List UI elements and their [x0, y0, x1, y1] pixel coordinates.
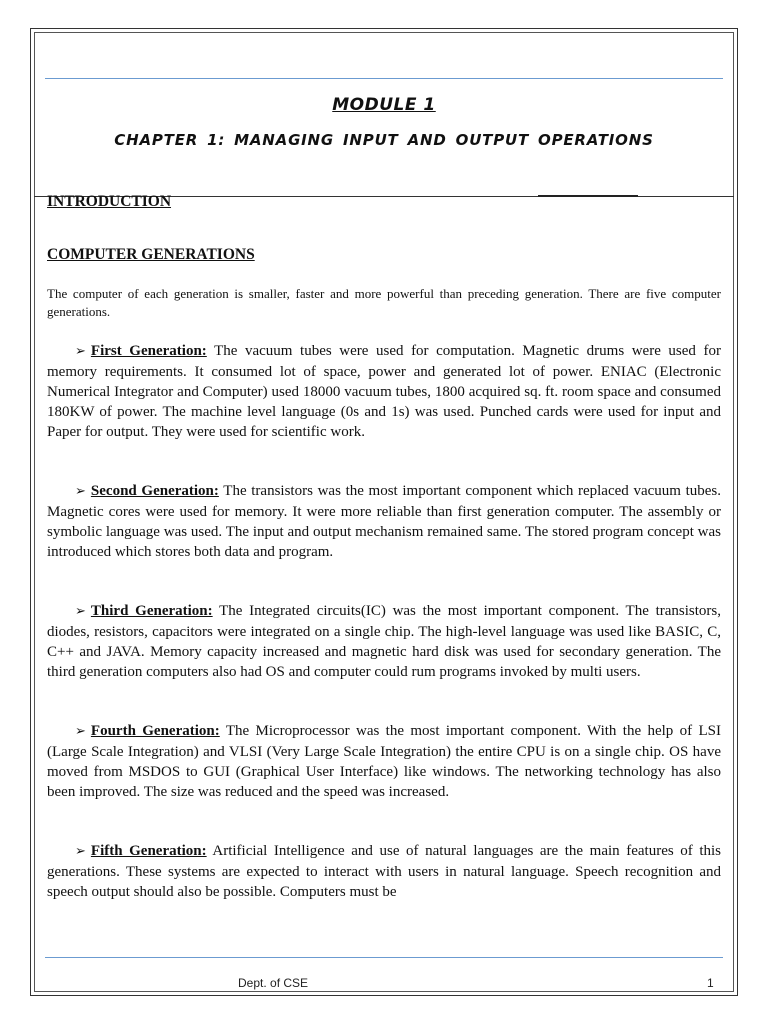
generation-label: Second Generation: — [90, 483, 219, 499]
generation-label: Third Generation: — [90, 603, 213, 619]
generation-label: Fourth Generation: — [90, 723, 220, 739]
bullet-arrow-icon: ➢ — [75, 484, 86, 499]
section-divider-accent — [538, 195, 638, 197]
module-title: MODULE 1 — [332, 95, 436, 115]
generation-paragraph — [47, 721, 721, 802]
chapter-title: CHAPTER 1: MANAGING INPUT AND OUTPUT OPERATIONS — [114, 131, 654, 149]
generation-item — [47, 601, 721, 682]
generation-text: The vacuum tubes were used for computation. Magnetic drums were used for memory requirements. It consumed lot of space, power and generated lot of power. ENIAC (Electronic Numerical Integrator and Computer) used 18000 vacuum tubes, 1800 acquired sq. ft. room space and consumed 180KW of power. The machine level language (0s and 1s) was used. Punched cards were used for input and Paper for output. They were used for scientific work. — [47, 343, 721, 440]
generation-paragraph — [47, 841, 721, 902]
footer-department: Dept. of CSE — [238, 976, 309, 990]
bullet-arrow-icon: ➢ — [75, 844, 86, 859]
header-rule — [45, 78, 723, 79]
generation-text: The Integrated circuits(IC) was the most important component. The transistors, diodes, resistors, capacitors were integrated on a single chip. The high-level language was used like BASIC, C, C++ and JAVA. Memory capacity increased and magnetic hard disk was used for secondary generation. The third generation computers also had OS and computer could rum programs invoked by multi users. — [47, 603, 721, 680]
generation-paragraph — [47, 341, 721, 442]
generation-text: Artificial Intelligence and use of natural languages are the main features of this generations. These systems are expected to interact with users in natural language. Speech recognition and speech output should also be possible. Computers must be — [47, 843, 721, 900]
bullet-arrow-icon: ➢ — [75, 604, 86, 619]
bullet-arrow-icon: ➢ — [75, 344, 86, 359]
bullet-arrow-icon: ➢ — [75, 724, 86, 739]
generation-label: First Generation: — [90, 343, 207, 359]
generation-text: The transistors was the most important component which replaced vacuum tubes. Magnetic cores were used for memory. It were more reliable than first generation computer. The assembly or symbolic language was used. The input and output mechanism remained same. The stored program concept was introduced which stores both data and program. — [47, 483, 721, 560]
generation-item — [47, 341, 721, 442]
footer-rule — [45, 957, 723, 958]
generation-item — [47, 721, 721, 802]
generation-item — [47, 481, 721, 562]
generation-item — [47, 841, 721, 902]
generation-paragraph — [47, 481, 721, 562]
introduction-heading: INTRODUCTION — [47, 193, 172, 210]
computer-generations-heading: COMPUTER GENERATIONS — [47, 246, 255, 263]
generation-paragraph — [47, 601, 721, 682]
generation-text: The Microprocessor was the most important component. With the help of LSI (Large Scale Integration) and VLSI (Very Large Scale Integration) the entire CPU is on a single chip. OS have moved from MSDOS to GUI (Graphical User Interface) like windows. The networking technology has also been improved. The size was reduced and the speed was increased. — [47, 723, 721, 800]
generation-label: Fifth Generation: — [90, 843, 207, 859]
intro-paragraph: The computer of each generation is smaller, faster and more powerful than preceding generation. There are five computer generations. — [47, 286, 721, 319]
page-number: 1 — [707, 976, 714, 990]
intro-paragraph-block — [47, 285, 721, 321]
